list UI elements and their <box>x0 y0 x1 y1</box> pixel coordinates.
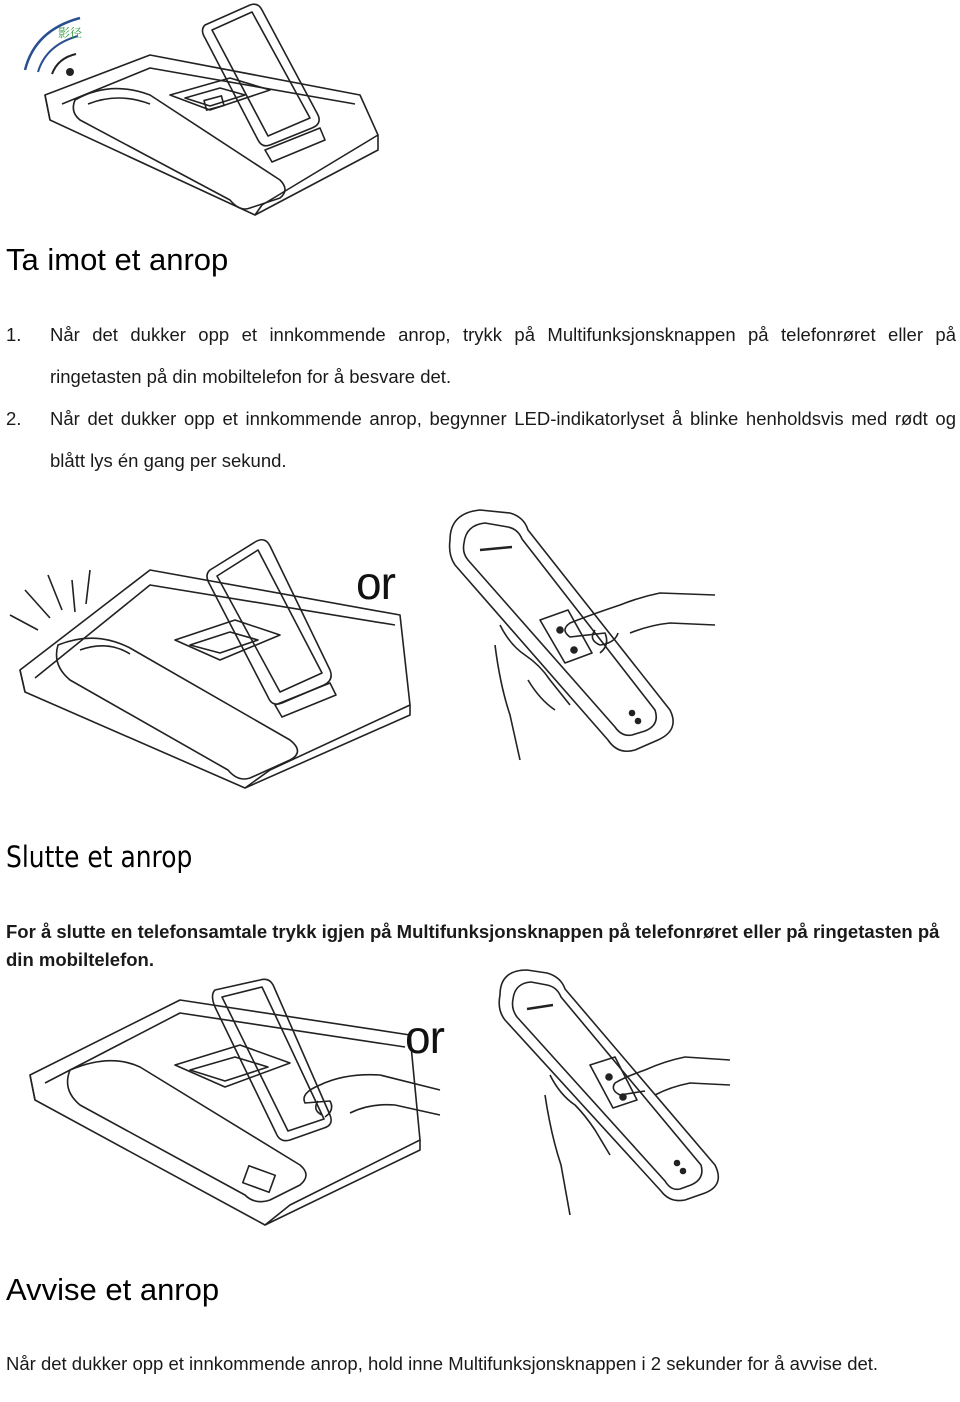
hand-on-handset-illustration <box>440 505 730 765</box>
hand-on-handset-illustration-2 <box>485 965 735 1220</box>
dock-hand-illustration <box>0 975 460 1235</box>
end-call-heading: Slutte et anrop <box>6 840 193 874</box>
step-number: 1. <box>6 324 22 345</box>
reject-call-text: Når det dukker opp et innkommende anrop, hold inne Multifunksjonsknappen i 2 sekunder for å avvise det. <box>6 1353 879 1374</box>
end-call-text: For å slutte en telefonsamtale trykk igjen på Multifunksjonsknappen på telefonrøret eller på ringetasten på din mobiltelefon. <box>6 921 940 970</box>
answer-call-steps <box>6 314 956 482</box>
step-text: Når det dukker opp et innkommende anrop, trykk på Multifunksjonsknappen på telefonrøret eller på ringetasten på din mobiltelefon for å besvare det. <box>50 324 956 387</box>
step-number: 2. <box>6 408 22 429</box>
step-text: Når det dukker opp et innkommende anrop, begynner LED-indikatorlyset å blinke henholdsvis med rødt og blått lys én gang per sekund. <box>50 408 956 471</box>
or-label: or <box>405 1011 444 1063</box>
badge-label: 影径 <box>58 26 83 40</box>
list-item <box>6 314 956 398</box>
list-item <box>6 398 956 482</box>
reject-call-heading: Avvise et anrop <box>6 1272 220 1307</box>
ringing-lines-icon <box>10 615 38 630</box>
or-label: or <box>356 557 395 609</box>
answer-call-heading: Ta imot et anrop <box>6 242 229 277</box>
